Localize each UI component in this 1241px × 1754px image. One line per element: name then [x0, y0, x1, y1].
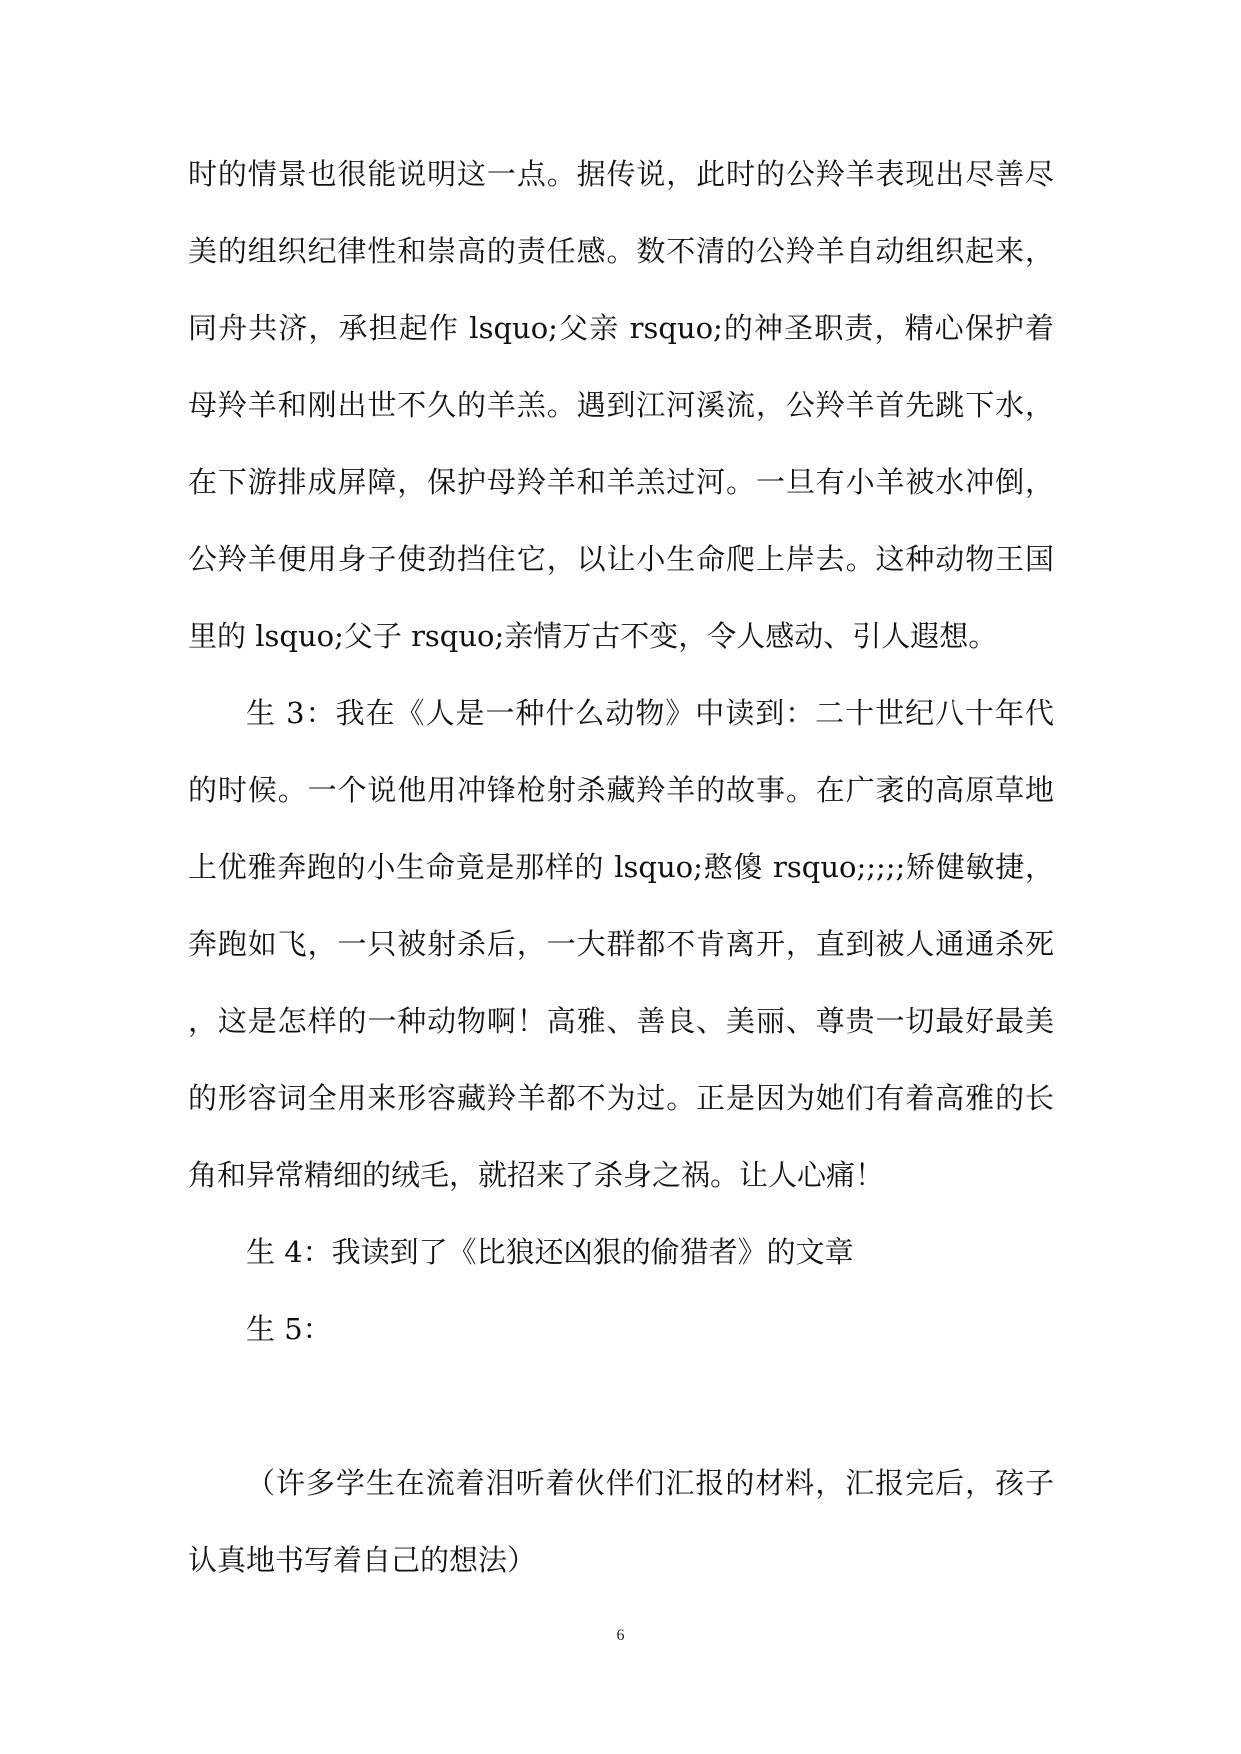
paragraph-student-3: 生 3：我在《人是一种什么动物》中读到：二十世纪八十年代的时候。一个说他用冲锋枪射杀藏羚羊的故事。在广袤的高原草地上优雅奔跑的小生命竟是那样的 lsquo;憨傻 rsquo;;;;;矫健敏捷，奔跑如飞，一只被射杀后，一大群都不肯离开，直到被人通通杀死，这是怎样的一种动物啊！高雅、善良、美丽、尊贵一切最好最美的形容词全用来形容藏羚羊都不为过。正是因为她们有着高雅的长角和异常精细的绒毛，就招来了杀身之祸。让人心痛！: [188, 696, 1054, 1192]
page-number: 6: [616, 1627, 625, 1644]
paragraph-continued: 时的情景也很能说明这一点。据传说，此时的公羚羊表现出尽善尽美的组织纪律性和崇高的责任感。数不清的公羚羊自动组织起来，同舟共济，承担起作 lsquo;父亲 rsquo;的神圣职责，精心保护着母羚羊和刚出世不久的羊羔。遇到江河溪流，公羚羊首先跳下水，在下游排成屏障，保护母羚羊和羊羔过河。一旦有小羊被水冲倒，公羚羊便用身子使劲挡住它，以让小生命爬上岸去。这种动物王国里的 lsquo;父子 rsquo;亲情万古不变，令人感动、引人遐想。: [188, 157, 1054, 653]
paragraph-student-4: 生 4：我读到了《比狼还凶狠的偷猎者》的文章: [246, 1235, 854, 1269]
paragraph-stage-note: （许多学生在流着泪听着伙伴们汇报的材料，汇报完后，孩子认真地书写着自己的想法）: [188, 1466, 1054, 1577]
paragraph-student-5: 生 5：: [246, 1312, 332, 1346]
paragraph-spacer: [188, 1368, 1054, 1445]
document-body: [188, 136, 1054, 1599]
